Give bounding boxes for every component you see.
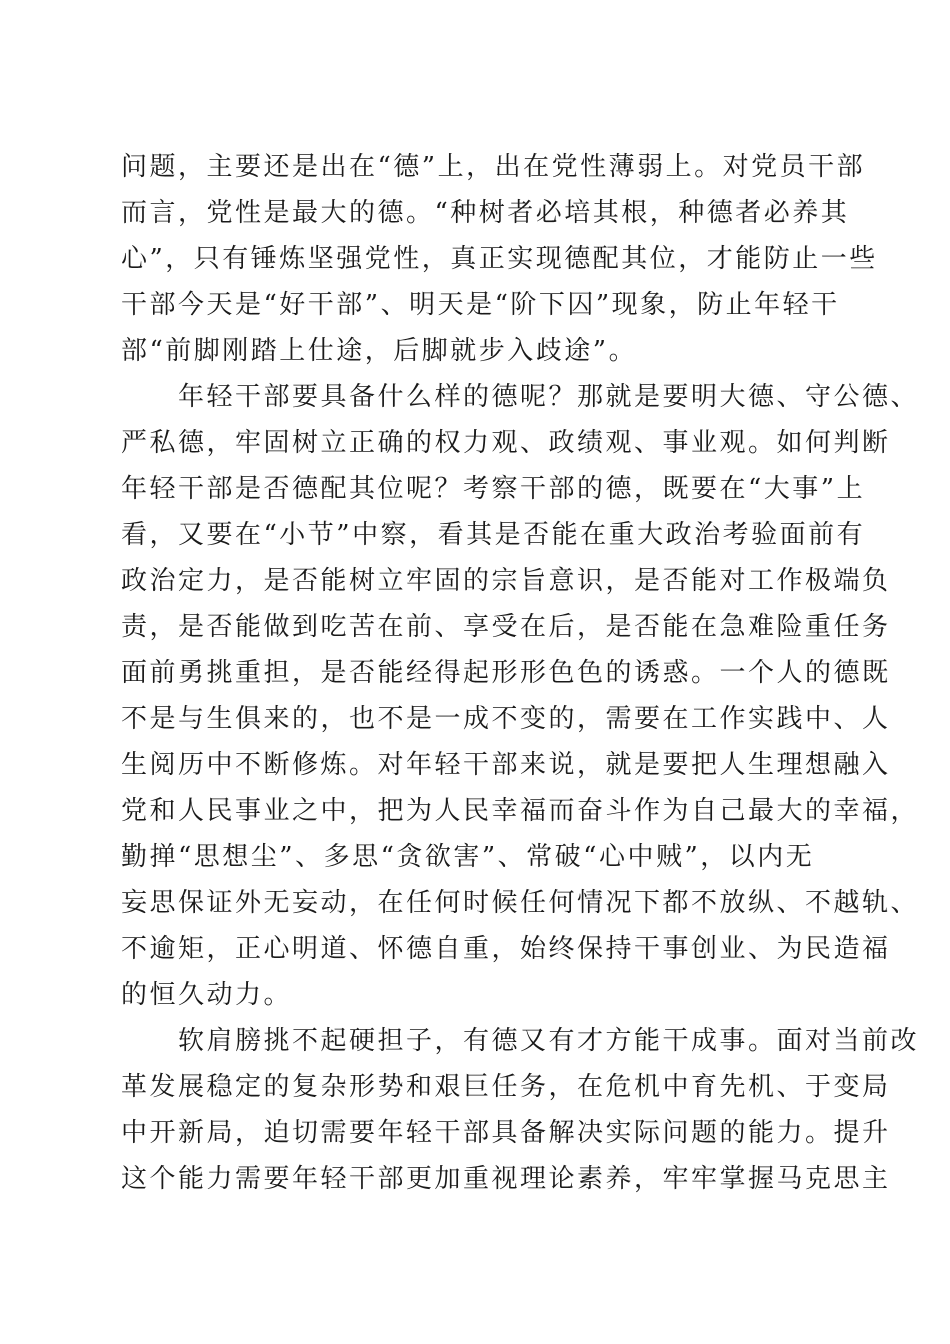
text-line: 党和人民事业之中，把为人民幸福而奋斗作为自己最大的幸福， — [121, 796, 920, 826]
text-line: 责，是否能做到吃苦在前、享受在后，是否能在急难险重任务 — [121, 612, 891, 642]
text-line: 心”，只有锤炼坚强党性，真正实现德配其位，才能防止一些 — [121, 244, 878, 274]
text-line: 政治定力，是否能树立牢固的宗旨意识，是否能对工作极端负 — [121, 566, 891, 596]
text-line: 面前勇挑重担，是否能经得起形形色色的诱惑。一个人的德既 — [121, 658, 891, 688]
text-line: 勤掸“思想尘”、多思“贪欲害”、常破“心中贼”，以内无 — [121, 842, 815, 872]
body-text — [121, 144, 920, 1202]
text-line: 革发展稳定的复杂形势和艰巨任务，在危机中育先机、于变局 — [121, 1072, 891, 1102]
text-line: 的恒久动力。 — [121, 980, 293, 1010]
text-line: 而言，党性是最大的德。“种树者必培其根，种德者必养其 — [121, 198, 850, 228]
text-line: 看，又要在“小节”中察，看其是否能在重大政治考验面前有 — [121, 520, 866, 550]
text-line: 严私德，牢固树立正确的权力观、政绩观、事业观。如何判断 — [121, 428, 891, 458]
text-line: 妄思保证外无妄动，在任何时候任何情况下都不放纵、不越轨、 — [121, 888, 920, 918]
text-line: 中开新局，迫切需要年轻干部具备解决实际问题的能力。提升 — [121, 1118, 891, 1148]
text-line: 这个能力需要年轻干部更加重视理论素养，牢牢掌握马克思主 — [121, 1164, 891, 1194]
text-line: 不逾矩，正心明道、怀德自重，始终保持干事创业、为民造福 — [121, 934, 891, 964]
text-line: 软肩膀挑不起硬担子，有德又有才方能干成事。面对当前改 — [121, 1026, 920, 1056]
text-line: 干部今天是“好干部”、明天是“阶下囚”现象，防止年轻干 — [121, 290, 840, 320]
text-line: 年轻干部是否德配其位呢？考察干部的德，既要在“大事”上 — [121, 474, 866, 504]
text-line: 部“前脚刚踏上仕途，后脚就步入歧途”。 — [121, 336, 638, 366]
text-line: 问题，主要还是出在“德”上，出在党性薄弱上。对党员干部 — [121, 152, 866, 182]
text-line: 生阅历中不断修炼。对年轻干部来说，就是要把人生理想融入 — [121, 750, 891, 780]
text-line: 不是与生俱来的，也不是一成不变的，需要在工作实践中、人 — [121, 704, 891, 734]
text-line: 年轻干部要具备什么样的德呢？那就是要明大德、守公德、 — [121, 382, 920, 412]
